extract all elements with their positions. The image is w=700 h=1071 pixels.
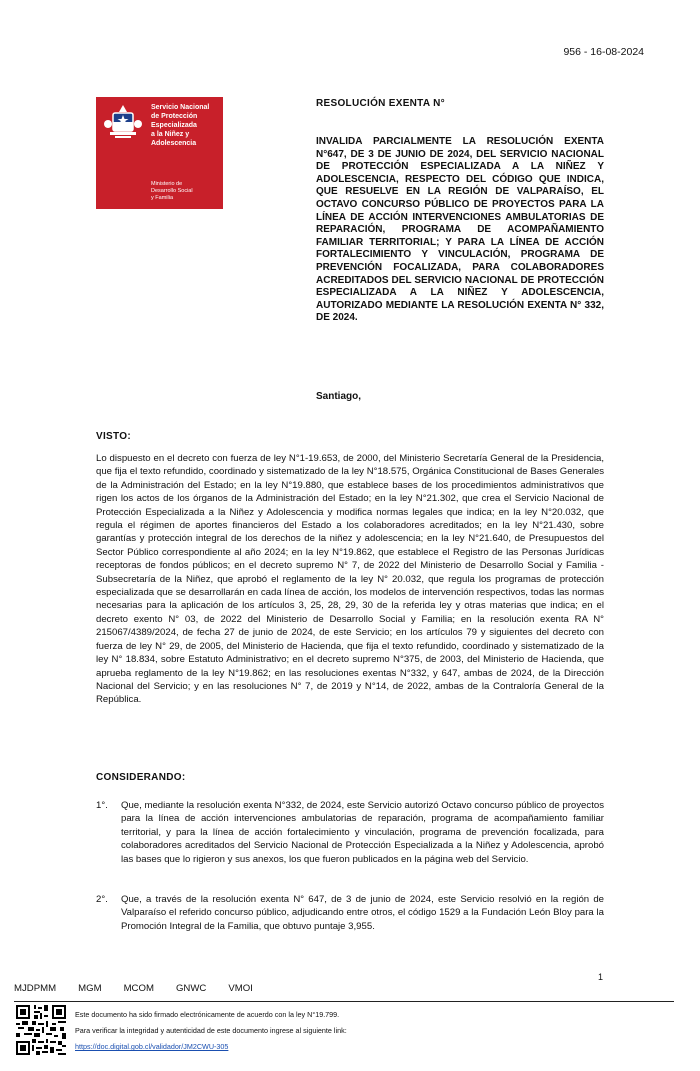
considerando-heading: CONSIDERANDO: [96,772,186,783]
initials-item: MCOM [123,983,154,994]
footer-verify-note: Para verificar la integridad y autenticidad de este documento ingrese al siguiente link: [75,1026,347,1035]
agency-logo [96,97,223,209]
city-line: Santiago, [316,391,362,402]
page-number: 1 [597,972,603,982]
item-number: 2°. [96,894,108,905]
considerando-item [96,799,604,866]
initials-item: VMOI [228,983,253,994]
item-text: Que, mediante la resolución exenta N°332, de 2024, este Servicio autorizó Octavo concurso público de proyectos para la línea de acción intervenciones ambulatorias de reparación, programa de acompañamiento familiar territorial, y para la línea de acción fortalecimiento y vinculación, programa de prevención focalizada, para colaboradores acreditados del Servicio Nacional de Protección Especializada a la Niñez y Adolescencia, aprobó las bases que lo rigieron y sus anexos, los que fueron publicados en la página web del Servicio. [121,800,604,865]
document-stamp: 956 - 16-08-2024 [563,46,644,58]
visto-heading: VISTO: [96,431,131,442]
item-number: 1°. [96,800,108,811]
ministry-name: Ministerio de Desarrollo Social y Familia [151,181,193,201]
footer-signature-note: Este documento ha sido firmado electrónicamente de acuerdo con la ley N°19.799. [75,1010,340,1019]
visto-body: Lo dispuesto en el decreto con fuerza de ley N°1-19.653, de 2000, del Ministerio Secretaría General de la Presidencia, que fija el texto refundido, coordinado y sistematizado de la ley N°18.575, Orgánica Constitucional de Bases Generales de la Administración del Estado; en la ley N°19.880, que establece bases de los procedimientos administrativos que rigen los actos de los órganos de la Administración del Estado; en la ley N°21.302, que crea el Servicio Nacional de Protección Especializada a la Niñez y Adolescencia y modifica normas legales que indica; en la ley N°20.032, que regula el régimen de aportes financieros del Estado a los colaboradores acreditados; en la ley N°21.430, sobre garantías y protección integral de los derechos de la niñez y adolescencia; en la ley N°21.640, de Presupuestos del Sector Público correspondiente al año 2024; en la ley N°19.862, que establece el Registro de las Personas Jurídicas receptoras de fondos públicos; en el decreto supremo N° 7, de 2022 del Ministerio de Desarrollo Social y Familia - Subsecretaría de la Niñez, que aprobó el reglamento de la ley N° 20.032, que regula los programas de protección especializada que se desarrollarán en cada línea de acción, los modelos de intervención respectivos, todas las normas necesarias para la aplicación de los artículos 3, 25, 28, 29, 30 de la referida ley y otras materias que indica; en el decreto exento N° 03, de 2022 del Ministerio de Desarrollo Social y Familia; en la resolución exenta RA N° 215067/4389/2024, de fecha 27 de junio de 2024, de este Servicio; en los artículos 79 y siguientes del decreto con fuerza de ley N° 29, de 2005, del Ministerio de Hacienda, que fija el texto refundido, coordinado y sistematizado de la ley N° 18.834, sobre Estatuto Administrativo; en el decreto supremo N°375, de 2003, del Ministerio de Hacienda, que aprueba reglamento de la ley N°19.862; en las resoluciones exentas N°332, y 647, ambas de 2024, de la Dirección Nacional del Servicio; y en las resoluciones N° 7, de 2019 y N°14, de 2022, ambas de la Contraloría General de la República. [96,453,604,706]
resolution-title: RESOLUCIÓN EXENTA N° [316,98,445,109]
considerando-item [96,893,604,933]
initials-item: MJDPMM [14,983,57,994]
coat-of-arms-icon [103,102,143,142]
verification-link[interactable]: https://doc.digital.gob.cl/validador/JM2CWU-305 [75,1042,229,1051]
initials-item: MGM [78,983,102,994]
resolution-subject: INVALIDA PARCIALMENTE LA RESOLUCIÓN EXENTA N°647, DE 3 DE JUNIO DE 2024, DEL SERVICIO NACIONAL DE PROTECCIÓN ESPECIALIZADA A LA NIÑEZ Y ADOLESCENCIA, RESPECTO DEL CÓDIGO QUE INDICA, QUE RESUELVE EN LA REGIÓN DE VALPARAÍSO, EL OCTAVO CONCURSO PÚBLICO DE PROYECTOS PARA LA LÍNEA DE ACCIÓN INTERVENCIONES AMBULATORIAS DE REPARACIÓN, PROGRAMA DE ACOMPAÑAMIENTO FAMILIAR TERRITORIAL; Y PARA LA LÍNEA DE ACCIÓN FORTALECIMIENTO Y VINCULACIÓN, PROGRAMA DE PREVENCIÓN FOCALIZADA, PARA COLABORADORES ACREDITADOS DEL SERVICIO NACIONAL DE PROTECCIÓN ESPECIALIZADA A LA NIÑEZ Y ADOLESCENCIA, AUTORIZADO MEDIANTE LA RESOLUCIÓN EXENTA N° 332, DE 2024. [316,136,604,324]
footer-divider [14,1001,674,1002]
qr-code-icon[interactable] [16,1005,66,1055]
agency-name: Servicio Nacional de Protección Especializada a la Niñez y Adolescencia [151,104,210,147]
initials-row [14,983,275,994]
item-text: Que, a través de la resolución exenta N° 647, de 3 de junio de 2024, este Servicio resolvió en la región de Valparaíso el referido concurso público, adjudicando entre otros, el código 1529 a la Fundación León Bloy para la Promoción Integral de la Familia, que obtuvo puntaje 3,955. [121,894,604,932]
initials-item: GNWC [175,983,207,994]
